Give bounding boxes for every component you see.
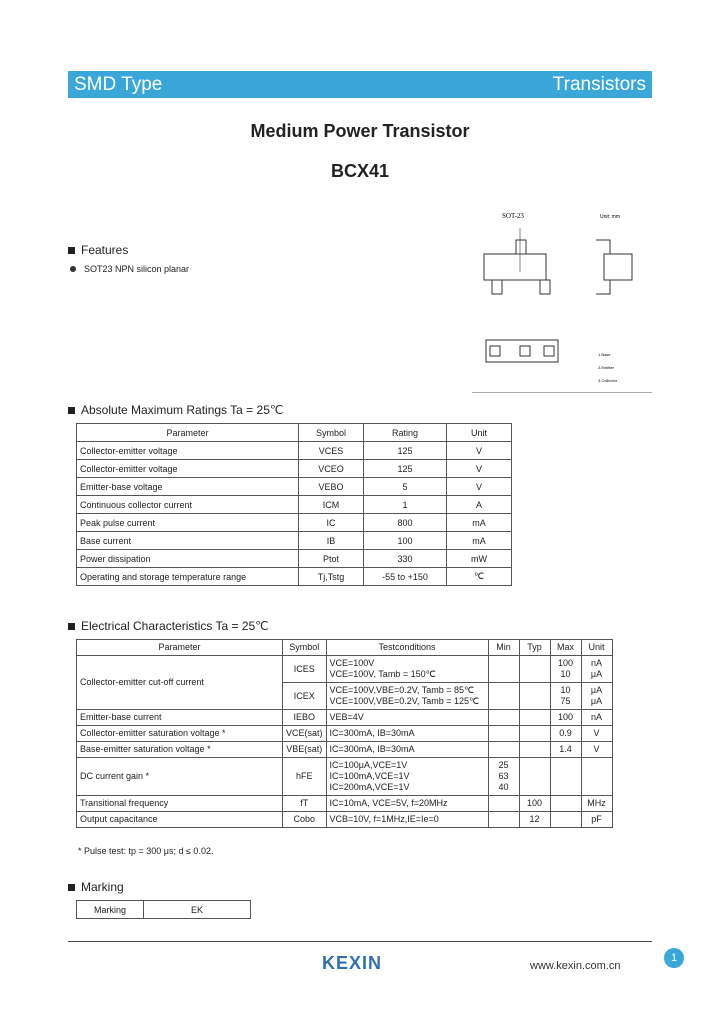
cell: VCB=10V, f=1MHz,IE=Ie=0 bbox=[326, 812, 488, 828]
cond-line: IC=100μA,VCE=1V bbox=[329, 760, 408, 770]
features-heading bbox=[68, 243, 128, 257]
cell: VCE(sat) bbox=[283, 726, 327, 742]
elec-heading-text: Electrical Characteristics Ta = 25℃ bbox=[81, 619, 269, 633]
header-left: SMD Type bbox=[74, 73, 163, 95]
cell: VCES bbox=[299, 442, 364, 460]
cell bbox=[519, 726, 550, 742]
cell: DC current gain * bbox=[77, 758, 283, 796]
value-line: 40 bbox=[498, 782, 509, 792]
cell bbox=[488, 742, 519, 758]
table-row bbox=[77, 710, 613, 726]
value-line: 10 bbox=[560, 669, 571, 679]
features-heading-text: Features bbox=[81, 243, 129, 257]
cell: Emitter-base current bbox=[77, 710, 283, 726]
cell bbox=[550, 656, 581, 683]
cell: Collector-emitter voltage bbox=[77, 442, 299, 460]
cell: V bbox=[581, 742, 612, 758]
cell bbox=[519, 742, 550, 758]
table-row bbox=[77, 726, 613, 742]
cell: 100 bbox=[519, 796, 550, 812]
cell: Output capacitance bbox=[77, 812, 283, 828]
cell: 100 bbox=[550, 710, 581, 726]
col-symbol: Symbol bbox=[283, 640, 327, 656]
table-row bbox=[77, 514, 512, 532]
cell: 100 bbox=[364, 532, 447, 550]
cell: 1.4 bbox=[550, 742, 581, 758]
cell: mW bbox=[447, 550, 512, 568]
cell: IC=300mA, IB=30mA bbox=[326, 726, 488, 742]
cond-line: VCE=100V,VBE=0.2V, Tamb = 85℃ bbox=[329, 685, 475, 695]
elec-table bbox=[76, 639, 613, 828]
feature-item-text: SOT23 NPN silicon planar bbox=[84, 264, 190, 274]
cell: 125 bbox=[364, 442, 447, 460]
table-row bbox=[77, 478, 512, 496]
cell: Tj,Tstg bbox=[299, 568, 364, 586]
abs-heading bbox=[68, 403, 283, 417]
cell: ICES bbox=[283, 656, 327, 683]
cell: VCEO bbox=[299, 460, 364, 478]
pin-3: 3.Collector bbox=[598, 378, 618, 383]
abs-heading-text: Absolute Maximum Ratings Ta = 25℃ bbox=[81, 403, 284, 417]
cell: VEBO bbox=[299, 478, 364, 496]
cell bbox=[519, 683, 550, 710]
cell: pF bbox=[581, 812, 612, 828]
cell bbox=[488, 758, 519, 796]
cell: IC=300mA, IB=30mA bbox=[326, 742, 488, 758]
value-line: nA bbox=[591, 658, 603, 668]
marking-table bbox=[76, 900, 251, 919]
table-row bbox=[77, 550, 512, 568]
bullet-square-icon bbox=[68, 247, 75, 254]
pin-1: 1.Base bbox=[598, 352, 611, 357]
col-symbol: Symbol bbox=[299, 424, 364, 442]
cell bbox=[488, 726, 519, 742]
value-line: 63 bbox=[498, 771, 509, 781]
table-header-row bbox=[77, 640, 613, 656]
feature-item bbox=[70, 264, 189, 274]
cell bbox=[581, 683, 612, 710]
col-max: Max bbox=[550, 640, 581, 656]
table-row bbox=[77, 901, 251, 919]
value-line: μA bbox=[590, 685, 603, 695]
cell: -55 to +150 bbox=[364, 568, 447, 586]
cell: 12 bbox=[519, 812, 550, 828]
abs-table bbox=[76, 423, 512, 586]
cell: Marking bbox=[77, 901, 144, 919]
cell bbox=[550, 758, 581, 796]
cell: Collector-emitter saturation voltage * bbox=[77, 726, 283, 742]
cell: Emitter-base voltage bbox=[77, 478, 299, 496]
kexin-logo: KEXIN bbox=[322, 953, 383, 973]
cell: Power dissipation bbox=[77, 550, 299, 568]
table-row bbox=[77, 568, 512, 586]
table-row bbox=[77, 656, 613, 683]
value-line: μA bbox=[590, 669, 603, 679]
header-bar bbox=[68, 71, 652, 98]
cell: Transitional frequency bbox=[77, 796, 283, 812]
part-number: BCX41 bbox=[330, 161, 390, 181]
cell: Collector-emitter voltage bbox=[77, 460, 299, 478]
value-line: μA bbox=[590, 696, 603, 706]
table-row bbox=[77, 742, 613, 758]
cond-line: IC=200mA,VCE=1V bbox=[329, 782, 410, 792]
bullet-square-icon bbox=[68, 407, 75, 414]
value-line: 25 bbox=[498, 760, 509, 770]
elec-heading bbox=[68, 619, 269, 633]
cell: IC=10mA, VCE=5V, f=20MHz bbox=[326, 796, 488, 812]
cell: Operating and storage temperature range bbox=[77, 568, 299, 586]
table-header-row bbox=[77, 424, 512, 442]
cell: V bbox=[447, 478, 512, 496]
marking-heading bbox=[68, 880, 124, 894]
cell bbox=[326, 656, 488, 683]
bullet-square-icon bbox=[68, 623, 75, 630]
cell: hFE bbox=[283, 758, 327, 796]
col-unit: Unit bbox=[581, 640, 612, 656]
cell: nA bbox=[581, 710, 612, 726]
sot23-outline-icon bbox=[472, 212, 652, 392]
cell bbox=[326, 758, 488, 796]
cell: VEB=4V bbox=[326, 710, 488, 726]
cell: EK bbox=[144, 901, 251, 919]
package-drawing bbox=[472, 212, 652, 393]
footer-url[interactable]: www.kexin.com.cn bbox=[530, 960, 621, 972]
cell: Base current bbox=[77, 532, 299, 550]
page-title: Medium Power Transistor bbox=[250, 121, 470, 141]
col-rating: Rating bbox=[364, 424, 447, 442]
cell bbox=[550, 683, 581, 710]
table-row bbox=[77, 460, 512, 478]
cell bbox=[488, 683, 519, 710]
cell: 5 bbox=[364, 478, 447, 496]
cond-line: VCE=100V,VBE=0.2V, Tamb = 125℃ bbox=[329, 696, 480, 706]
value-line: 100 bbox=[558, 658, 574, 668]
table-row bbox=[77, 758, 613, 796]
value-line: 10 bbox=[560, 685, 571, 695]
cell bbox=[326, 683, 488, 710]
cell bbox=[488, 710, 519, 726]
cell: Peak pulse current bbox=[77, 514, 299, 532]
cell: mA bbox=[447, 532, 512, 550]
table-row bbox=[77, 812, 613, 828]
table-row bbox=[77, 442, 512, 460]
cell: 330 bbox=[364, 550, 447, 568]
cell bbox=[550, 796, 581, 812]
cond-line: VCE=100V bbox=[329, 658, 375, 668]
package-unit: Unit: mm bbox=[600, 214, 620, 220]
cell: IB bbox=[299, 532, 364, 550]
cell: fT bbox=[283, 796, 327, 812]
cond-line: VCE=100V, Tamb = 150℃ bbox=[329, 669, 436, 679]
cell: Ptot bbox=[299, 550, 364, 568]
pin-2: 2.Emitter bbox=[598, 365, 615, 370]
table-row bbox=[77, 496, 512, 514]
table-row bbox=[77, 796, 613, 812]
cell: 800 bbox=[364, 514, 447, 532]
cell: ℃ bbox=[447, 568, 512, 586]
bullet-dot-icon bbox=[70, 266, 76, 272]
cell: ICEX bbox=[283, 683, 327, 710]
cell: IEBO bbox=[283, 710, 327, 726]
cell: Continuous collector current bbox=[77, 496, 299, 514]
cell: Base-emitter saturation voltage * bbox=[77, 742, 283, 758]
bullet-square-icon bbox=[68, 884, 75, 891]
cell: 125 bbox=[364, 460, 447, 478]
header-right: Transistors bbox=[552, 73, 646, 95]
table-row bbox=[77, 532, 512, 550]
cell: Cobo bbox=[283, 812, 327, 828]
col-parameter: Parameter bbox=[77, 424, 299, 442]
cell: V bbox=[447, 442, 512, 460]
footer-divider bbox=[68, 941, 652, 942]
value-line: 75 bbox=[560, 696, 571, 706]
cell: ICM bbox=[299, 496, 364, 514]
cell: V bbox=[581, 726, 612, 742]
cond-line: IC=100mA,VCE=1V bbox=[329, 771, 410, 781]
cell: Collector-emitter cut-off current bbox=[77, 656, 283, 710]
cell bbox=[488, 796, 519, 812]
col-conditions: Testconditions bbox=[326, 640, 488, 656]
cell bbox=[550, 812, 581, 828]
col-typ: Typ bbox=[519, 640, 550, 656]
cell: IC bbox=[299, 514, 364, 532]
col-unit: Unit bbox=[447, 424, 512, 442]
cell bbox=[581, 758, 612, 796]
cell bbox=[488, 812, 519, 828]
cell bbox=[519, 656, 550, 683]
package-name: SOT-23 bbox=[502, 212, 524, 220]
cell: 1 bbox=[364, 496, 447, 514]
col-parameter: Parameter bbox=[77, 640, 283, 656]
cell: V bbox=[447, 460, 512, 478]
cell bbox=[581, 656, 612, 683]
cell bbox=[519, 758, 550, 796]
cell bbox=[488, 656, 519, 683]
cell: A bbox=[447, 496, 512, 514]
cell: mA bbox=[447, 514, 512, 532]
col-min: Min bbox=[488, 640, 519, 656]
marking-heading-text: Marking bbox=[81, 880, 124, 894]
pulse-note: * Pulse test: tp = 300 μs; d ≤ 0.02. bbox=[78, 846, 214, 856]
page-number: 1 bbox=[664, 948, 684, 968]
cell: VBE(sat) bbox=[283, 742, 327, 758]
cell: 0.9 bbox=[550, 726, 581, 742]
cell: MHz bbox=[581, 796, 612, 812]
cell bbox=[519, 710, 550, 726]
